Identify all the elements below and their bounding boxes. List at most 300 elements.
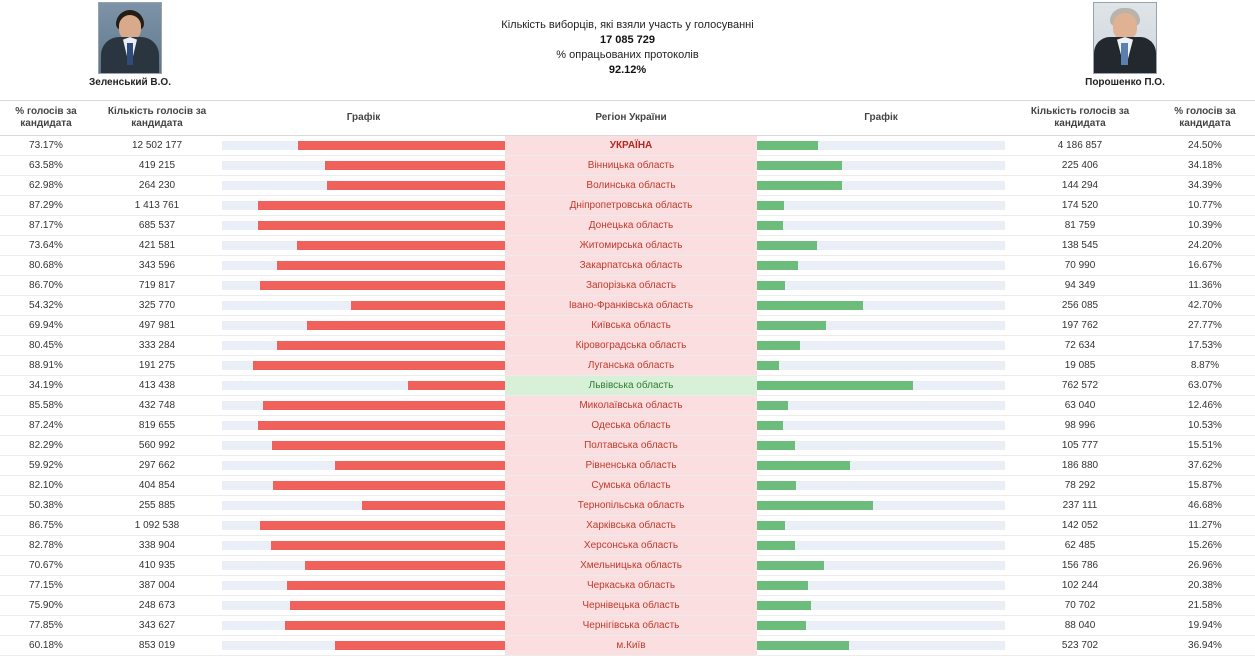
right-bar-cell <box>757 556 1005 576</box>
left-bar-fill <box>307 321 505 330</box>
region-cell[interactable]: м.Київ <box>505 636 757 656</box>
left-bar-cell <box>222 256 505 276</box>
left-bar-track <box>222 281 505 290</box>
region-cell[interactable]: Дніпропетровська область <box>505 196 757 216</box>
left-pct-cell: 80.68% <box>0 256 92 276</box>
table-row <box>0 276 1255 296</box>
right-bar-cell <box>757 276 1005 296</box>
right-votes-cell: 225 406 <box>1005 156 1155 176</box>
right-bar-track <box>757 161 1005 170</box>
right-bar-track <box>757 181 1005 190</box>
left-bar-fill <box>335 641 505 650</box>
region-cell[interactable]: Чернігівська область <box>505 616 757 636</box>
left-pct-cell: 82.78% <box>0 536 92 556</box>
left-pct-cell: 60.18% <box>0 636 92 656</box>
right-bar-track <box>757 381 1005 390</box>
left-bar-track <box>222 461 505 470</box>
right-pct-cell: 10.53% <box>1155 416 1255 436</box>
right-bar-track <box>757 201 1005 210</box>
left-bar-track <box>222 221 505 230</box>
region-cell[interactable]: Київська область <box>505 316 757 336</box>
left-votes-cell: 719 817 <box>92 276 222 296</box>
left-bar-fill <box>258 201 505 210</box>
region-cell[interactable]: Миколаївська область <box>505 396 757 416</box>
left-pct-cell: 82.29% <box>0 436 92 456</box>
right-bar-track <box>757 401 1005 410</box>
right-pct-cell: 15.51% <box>1155 436 1255 456</box>
left-bar-track <box>222 561 505 570</box>
right-pct-cell: 8.87% <box>1155 356 1255 376</box>
left-bar-cell <box>222 396 505 416</box>
right-bar-track <box>757 541 1005 550</box>
right-votes-cell: 237 111 <box>1005 496 1155 516</box>
left-bar-cell <box>222 296 505 316</box>
left-votes-cell: 560 992 <box>92 436 222 456</box>
column-header-left-pct: % голосів за кандидата <box>0 101 92 136</box>
left-bar-cell <box>222 136 505 156</box>
left-bar-track <box>222 401 505 410</box>
right-bar-fill <box>757 441 795 450</box>
left-bar-track <box>222 241 505 250</box>
right-pct-cell: 36.94% <box>1155 636 1255 656</box>
right-bar-cell <box>757 216 1005 236</box>
right-bar-fill <box>757 221 783 230</box>
page-header <box>0 0 1255 100</box>
right-bar-track <box>757 461 1005 470</box>
table-row <box>0 356 1255 376</box>
left-pct-cell: 80.45% <box>0 336 92 356</box>
left-votes-cell: 421 581 <box>92 236 222 256</box>
right-bar-cell <box>757 336 1005 356</box>
right-pct-cell: 46.68% <box>1155 496 1255 516</box>
right-bar-fill <box>757 501 873 510</box>
left-bar-track <box>222 381 505 390</box>
left-bar-fill <box>272 441 505 450</box>
left-pct-cell: 88.91% <box>0 356 92 376</box>
right-bar-cell <box>757 296 1005 316</box>
table-row <box>0 496 1255 516</box>
right-bar-cell <box>757 596 1005 616</box>
left-votes-cell: 264 230 <box>92 176 222 196</box>
left-bar-cell <box>222 176 505 196</box>
left-bar-cell <box>222 496 505 516</box>
left-votes-cell: 343 627 <box>92 616 222 636</box>
right-bar-cell <box>757 436 1005 456</box>
region-cell[interactable]: Кіровоградська область <box>505 336 757 356</box>
left-pct-cell: 69.94% <box>0 316 92 336</box>
right-pct-cell: 15.26% <box>1155 536 1255 556</box>
left-bar-fill <box>260 521 506 530</box>
right-bar-fill <box>757 281 785 290</box>
right-votes-cell: 138 545 <box>1005 236 1155 256</box>
left-bar-cell <box>222 456 505 476</box>
right-bar-track <box>757 581 1005 590</box>
left-bar-cell <box>222 316 505 336</box>
right-pct-cell: 16.67% <box>1155 256 1255 276</box>
right-pct-cell: 63.07% <box>1155 376 1255 396</box>
right-votes-cell: 70 702 <box>1005 596 1155 616</box>
table-row <box>0 336 1255 356</box>
right-bar-cell <box>757 136 1005 156</box>
table-row <box>0 216 1255 236</box>
right-votes-cell: 105 777 <box>1005 436 1155 456</box>
left-bar-fill <box>297 241 505 250</box>
left-bar-fill <box>258 221 505 230</box>
right-votes-cell: 70 990 <box>1005 256 1155 276</box>
candidate-left-name: Зеленський В.О. <box>89 77 171 88</box>
right-bar-fill <box>757 241 817 250</box>
table-row <box>0 456 1255 476</box>
right-bar-cell <box>757 536 1005 556</box>
right-bar-cell <box>757 496 1005 516</box>
table-row <box>0 296 1255 316</box>
right-bar-fill <box>757 561 824 570</box>
table-row <box>0 576 1255 596</box>
left-bar-fill <box>351 301 505 310</box>
region-cell[interactable]: Донецька область <box>505 216 757 236</box>
right-bar-cell <box>757 256 1005 276</box>
right-pct-cell: 21.58% <box>1155 596 1255 616</box>
region-cell[interactable]: Черкаська область <box>505 576 757 596</box>
right-bar-cell <box>757 476 1005 496</box>
left-bar-fill <box>277 261 505 270</box>
right-bar-fill <box>757 181 842 190</box>
right-votes-cell: 142 052 <box>1005 516 1155 536</box>
right-votes-cell: 88 040 <box>1005 616 1155 636</box>
right-pct-cell: 11.36% <box>1155 276 1255 296</box>
column-header-right-votes: Кількість голосів за кандидата <box>1005 101 1155 136</box>
table-row <box>0 196 1255 216</box>
left-bar-track <box>222 601 505 610</box>
right-pct-cell: 10.77% <box>1155 196 1255 216</box>
table-row <box>0 396 1255 416</box>
right-bar-cell <box>757 236 1005 256</box>
right-bar-cell <box>757 196 1005 216</box>
left-bar-track <box>222 261 505 270</box>
column-header-left-votes: Кількість голосів за кандидата <box>92 101 222 136</box>
left-bar-cell <box>222 476 505 496</box>
left-bar-track <box>222 581 505 590</box>
right-bar-track <box>757 561 1005 570</box>
right-bar-cell <box>757 356 1005 376</box>
left-votes-cell: 410 935 <box>92 556 222 576</box>
region-cell[interactable]: Вінницька область <box>505 156 757 176</box>
left-bar-track <box>222 481 505 490</box>
left-bar-cell <box>222 156 505 176</box>
region-cell[interactable]: УКРАЇНА <box>505 136 757 156</box>
right-bar-fill <box>757 601 811 610</box>
right-bar-fill <box>757 581 808 590</box>
right-bar-track <box>757 141 1005 150</box>
left-bar-fill <box>298 141 505 150</box>
right-bar-fill <box>757 421 783 430</box>
left-pct-cell: 77.15% <box>0 576 92 596</box>
left-votes-cell: 343 596 <box>92 256 222 276</box>
right-bar-cell <box>757 516 1005 536</box>
table-row <box>0 516 1255 536</box>
table-row <box>0 316 1255 336</box>
right-bar-fill <box>757 621 806 630</box>
left-bar-cell <box>222 636 505 656</box>
left-bar-track <box>222 341 505 350</box>
left-votes-cell: 419 215 <box>92 156 222 176</box>
left-bar-track <box>222 621 505 630</box>
left-bar-fill <box>260 281 505 290</box>
left-bar-cell <box>222 596 505 616</box>
table-row <box>0 436 1255 456</box>
right-bar-cell <box>757 576 1005 596</box>
right-bar-fill <box>757 141 818 150</box>
region-cell[interactable]: Волинська область <box>505 176 757 196</box>
right-votes-cell: 186 880 <box>1005 456 1155 476</box>
right-pct-cell: 34.39% <box>1155 176 1255 196</box>
right-bar-cell <box>757 636 1005 656</box>
left-bar-fill <box>362 501 505 510</box>
right-votes-cell: 256 085 <box>1005 296 1155 316</box>
left-bar-cell <box>222 336 505 356</box>
left-pct-cell: 77.85% <box>0 616 92 636</box>
right-bar-track <box>757 481 1005 490</box>
left-bar-track <box>222 321 505 330</box>
turnout-label: Кількість виборців, які взяли участь у голосуванні <box>501 19 754 31</box>
region-cell[interactable]: Харківська область <box>505 516 757 536</box>
right-bar-cell <box>757 456 1005 476</box>
left-bar-cell <box>222 616 505 636</box>
left-bar-fill <box>273 481 505 490</box>
table-row <box>0 536 1255 556</box>
left-pct-cell: 54.32% <box>0 296 92 316</box>
right-bar-fill <box>757 341 800 350</box>
right-bar-fill <box>757 161 842 170</box>
region-cell[interactable]: Львівська область <box>505 376 757 396</box>
left-pct-cell: 73.64% <box>0 236 92 256</box>
region-cell[interactable]: Житомирська область <box>505 236 757 256</box>
results-table <box>0 100 1255 656</box>
left-votes-cell: 333 284 <box>92 336 222 356</box>
right-bar-fill <box>757 261 798 270</box>
left-bar-fill <box>253 361 505 370</box>
table-row <box>0 136 1255 156</box>
left-bar-cell <box>222 376 505 396</box>
table-header-row <box>0 101 1255 136</box>
left-bar-fill <box>285 621 505 630</box>
table-row <box>0 616 1255 636</box>
right-bar-fill <box>757 301 863 310</box>
left-votes-cell: 413 438 <box>92 376 222 396</box>
portrait-poroshenko-photo <box>1093 2 1157 74</box>
left-votes-cell: 685 537 <box>92 216 222 236</box>
left-votes-cell: 432 748 <box>92 396 222 416</box>
right-bar-track <box>757 221 1005 230</box>
left-votes-cell: 338 904 <box>92 536 222 556</box>
region-cell[interactable]: Одеська область <box>505 416 757 436</box>
left-bar-track <box>222 441 505 450</box>
candidate-right <box>1050 2 1200 88</box>
table-row <box>0 176 1255 196</box>
right-votes-cell: 174 520 <box>1005 196 1155 216</box>
right-pct-cell: 20.38% <box>1155 576 1255 596</box>
left-bar-track <box>222 541 505 550</box>
table-row <box>0 256 1255 276</box>
right-bar-cell <box>757 416 1005 436</box>
left-pct-cell: 87.17% <box>0 216 92 236</box>
left-pct-cell: 86.75% <box>0 516 92 536</box>
right-pct-cell: 26.96% <box>1155 556 1255 576</box>
left-bar-track <box>222 421 505 430</box>
right-bar-cell <box>757 176 1005 196</box>
region-cell[interactable]: Чернівецька область <box>505 596 757 616</box>
turnout-value: 17 085 729 <box>599 34 656 46</box>
region-cell[interactable]: Сумська область <box>505 476 757 496</box>
table-row <box>0 236 1255 256</box>
right-votes-cell: 144 294 <box>1005 176 1155 196</box>
left-bar-fill <box>277 341 505 350</box>
right-bar-track <box>757 521 1005 530</box>
right-votes-cell: 78 292 <box>1005 476 1155 496</box>
table-row <box>0 556 1255 576</box>
left-votes-cell: 1 413 761 <box>92 196 222 216</box>
table-row <box>0 596 1255 616</box>
right-votes-cell: 762 572 <box>1005 376 1155 396</box>
left-bar-cell <box>222 576 505 596</box>
region-cell[interactable]: Полтавська область <box>505 436 757 456</box>
right-pct-cell: 10.39% <box>1155 216 1255 236</box>
right-pct-cell: 24.50% <box>1155 136 1255 156</box>
left-bar-cell <box>222 416 505 436</box>
region-cell[interactable]: Луганська область <box>505 356 757 376</box>
left-bar-track <box>222 501 505 510</box>
left-bar-track <box>222 181 505 190</box>
region-cell[interactable]: Хмельницька область <box>505 556 757 576</box>
right-bar-track <box>757 341 1005 350</box>
column-header-right-pct: % голосів за кандидата <box>1155 101 1255 136</box>
right-bar-fill <box>757 541 795 550</box>
left-bar-cell <box>222 436 505 456</box>
right-bar-fill <box>757 201 784 210</box>
right-votes-cell: 72 634 <box>1005 336 1155 356</box>
left-bar-cell <box>222 236 505 256</box>
left-bar-track <box>222 301 505 310</box>
right-pct-cell: 34.18% <box>1155 156 1255 176</box>
left-votes-cell: 325 770 <box>92 296 222 316</box>
right-pct-cell: 42.70% <box>1155 296 1255 316</box>
left-bar-fill <box>271 541 505 550</box>
right-bar-cell <box>757 396 1005 416</box>
left-bar-fill <box>287 581 505 590</box>
table-body <box>0 136 1255 656</box>
left-pct-cell: 62.98% <box>0 176 92 196</box>
right-bar-track <box>757 641 1005 650</box>
left-votes-cell: 819 655 <box>92 416 222 436</box>
left-pct-cell: 63.58% <box>0 156 92 176</box>
column-header-left-chart: Графік <box>222 101 505 136</box>
right-votes-cell: 81 759 <box>1005 216 1155 236</box>
region-cell[interactable]: Тернопільська область <box>505 496 757 516</box>
right-bar-fill <box>757 381 913 390</box>
right-votes-cell: 197 762 <box>1005 316 1155 336</box>
right-bar-cell <box>757 376 1005 396</box>
left-bar-track <box>222 201 505 210</box>
right-pct-cell: 17.53% <box>1155 336 1255 356</box>
right-votes-cell: 102 244 <box>1005 576 1155 596</box>
right-bar-track <box>757 601 1005 610</box>
region-cell[interactable]: Херсонська область <box>505 536 757 556</box>
left-votes-cell: 297 662 <box>92 456 222 476</box>
right-bar-track <box>757 501 1005 510</box>
right-votes-cell: 156 786 <box>1005 556 1155 576</box>
region-cell[interactable]: Івано-Франківська область <box>505 296 757 316</box>
right-bar-fill <box>757 521 785 530</box>
left-bar-fill <box>258 421 505 430</box>
left-bar-cell <box>222 216 505 236</box>
left-votes-cell: 497 981 <box>92 316 222 336</box>
left-pct-cell: 85.58% <box>0 396 92 416</box>
left-bar-cell <box>222 276 505 296</box>
right-pct-cell: 12.46% <box>1155 396 1255 416</box>
left-pct-cell: 82.10% <box>0 476 92 496</box>
left-bar-fill <box>263 401 505 410</box>
left-bar-track <box>222 641 505 650</box>
right-bar-track <box>757 281 1005 290</box>
left-bar-fill <box>408 381 505 390</box>
left-pct-cell: 87.29% <box>0 196 92 216</box>
right-bar-cell <box>757 316 1005 336</box>
table-row <box>0 376 1255 396</box>
right-bar-track <box>757 321 1005 330</box>
table-row <box>0 156 1255 176</box>
right-pct-cell: 15.87% <box>1155 476 1255 496</box>
right-bar-track <box>757 621 1005 630</box>
left-pct-cell: 87.24% <box>0 416 92 436</box>
right-bar-cell <box>757 616 1005 636</box>
left-pct-cell: 34.19% <box>0 376 92 396</box>
region-cell[interactable]: Рівненська область <box>505 456 757 476</box>
left-bar-cell <box>222 516 505 536</box>
right-bar-fill <box>757 361 779 370</box>
left-pct-cell: 50.38% <box>0 496 92 516</box>
column-header-region: Регіон України <box>505 101 757 136</box>
right-votes-cell: 63 040 <box>1005 396 1155 416</box>
left-votes-cell: 853 019 <box>92 636 222 656</box>
right-votes-cell: 98 996 <box>1005 416 1155 436</box>
left-bar-fill <box>327 181 505 190</box>
right-pct-cell: 19.94% <box>1155 616 1255 636</box>
region-cell[interactable]: Закарпатська область <box>505 256 757 276</box>
left-bar-fill <box>335 461 505 470</box>
right-votes-cell: 4 186 857 <box>1005 136 1155 156</box>
right-votes-cell: 19 085 <box>1005 356 1155 376</box>
right-bar-fill <box>757 641 849 650</box>
left-bar-cell <box>222 196 505 216</box>
left-votes-cell: 1 092 538 <box>92 516 222 536</box>
region-cell[interactable]: Запорізька область <box>505 276 757 296</box>
right-bar-fill <box>757 321 826 330</box>
left-pct-cell: 86.70% <box>0 276 92 296</box>
candidate-right-name: Порошенко П.О. <box>1085 77 1165 88</box>
right-pct-cell: 27.77% <box>1155 316 1255 336</box>
right-bar-track <box>757 241 1005 250</box>
left-bar-track <box>222 141 505 150</box>
right-bar-track <box>757 421 1005 430</box>
left-pct-cell: 70.67% <box>0 556 92 576</box>
left-bar-cell <box>222 556 505 576</box>
right-bar-cell <box>757 156 1005 176</box>
left-votes-cell: 12 502 177 <box>92 136 222 156</box>
left-bar-cell <box>222 536 505 556</box>
left-pct-cell: 73.17% <box>0 136 92 156</box>
right-bar-track <box>757 361 1005 370</box>
left-bar-track <box>222 361 505 370</box>
